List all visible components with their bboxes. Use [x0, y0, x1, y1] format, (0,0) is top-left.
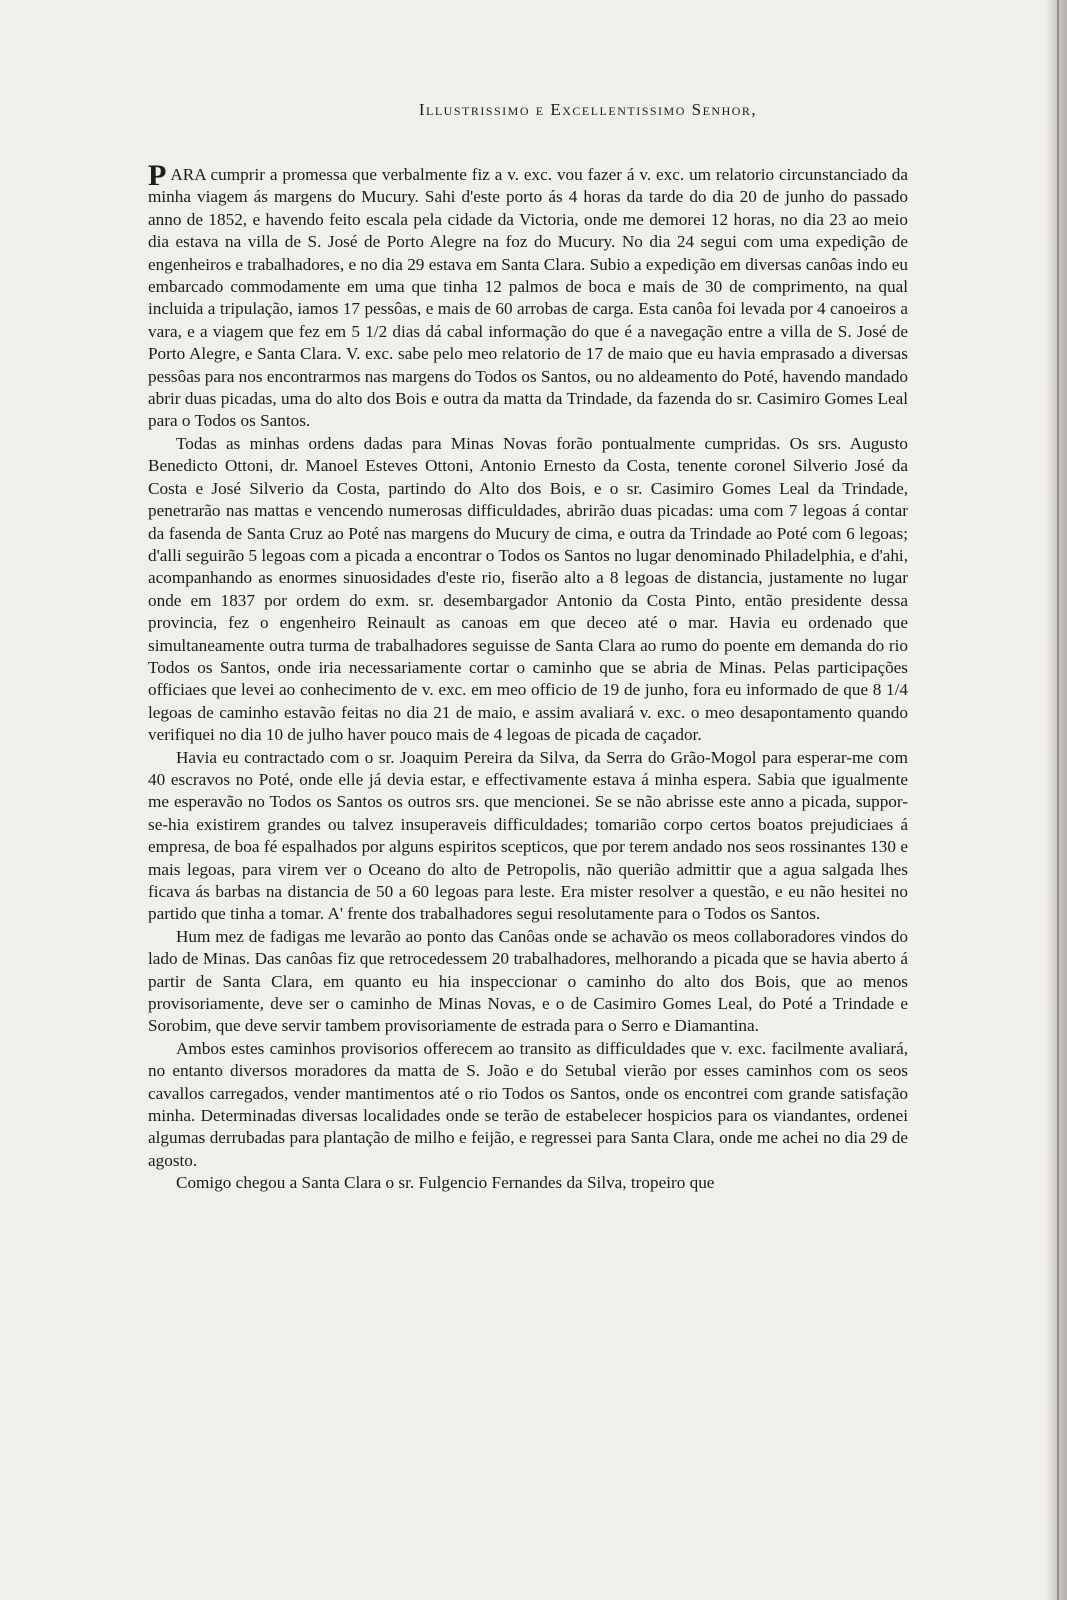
page-edge-line: [1057, 0, 1059, 1600]
drop-cap: P: [148, 159, 167, 192]
paragraph-1-text: ARA cumprir a promessa que verbalmente fiz a v. exc. vou fazer á v. exc. um relatorio circunstanciado da minha viagem ás margens do Mucury. Sahi d'este porto ás 4 horas da tarde do dia 20 de junho do passado anno de 1852, e havendo feito escala pela cidade da Victoria, onde me demorei 12 horas, no dia 23 ao meio dia estava na villa de S. José de Porto Alegre na foz do Mucury. No dia 24 segui com uma expedição de engenheiros e trabalhadores, e no dia 29 estava em Santa Clara. Subio a expedição em diversas canôas indo eu embarcado commodamente em uma que tinha 12 palmos de boca e mais de 30 de comprimento, na qual incluida a tripulação, iamos 17 pessôas, e mais de 60 arrobas de carga. Esta canôa foi levada por 4 canoeiros a vara, e a viagem que fez em 5 1/2 dias dá cabal informação do que é a navegação entre a villa de S. José de Porto Alegre, e Santa Clara. V. exc. sabe pelo meo relatorio de 17 de maio que eu havia emprasado a diversas pessôas para nos encontrarmos nas margens do Todos os Santos, ou no aldeamento do Poté, havendo mandado abrir duas picadas, uma do alto dos Bois e outra da matta da Trindade, da fazenda do sr. Casimiro Gomes Leal para o Todos os Santos.: [148, 165, 909, 431]
paragraph-5: Ambos estes caminhos provisorios offerecem ao transito as difficuldades que v. exc. facilmente avaliará, no entanto diversos moradores da matta de S. João e do Setubal vierão por esses caminhos com os seos cavallos carregados, vender mantimentos até o rio Todos os Santos, onde os encontrei com grande satisfação minha. Determinadas diversas localidades onde se terão de estabelecer hospicios para os viandantes, ordenei algumas derrubadas para plantação de milho e feijão, e regressei para Santa Clara, onde me achei no dia 29 de agosto.: [148, 1038, 908, 1170]
salutation-heading: Illustrissimo e Excellentissimo Senhor,: [418, 100, 758, 119]
page-edge-shadow: [1045, 0, 1067, 1600]
paragraph-4: Hum mez de fadigas me levarão ao ponto das Canôas onde se achavão os meos collaboradores vindos do lado de Minas. Das canôas fiz que retrocedessem 20 trabalhadores, melhorando a picada que se havia aberto á partir de Santa Clara, em quanto eu hia inspeccionar o caminho do alto dos Bois, que ao menos provisoriamente, deve ser o caminho de Minas Novas, e o de Casimiro Gomes Leal, do Poté a Trindade e Sorobim, que deve servir tambem provisoriamente de estrada para o Serro e Diamantina.: [148, 926, 908, 1036]
paragraph-2: Todas as minhas ordens dadas para Minas Novas forão pontualmente cumpridas. Os srs. Augusto Benedicto Ottoni, dr. Manoel Esteves Ottoni, Antonio Ernesto da Costa, tenente coronel Silverio José da Costa e José Silverio da Costa, partindo do Alto dos Bois, e o sr. Casimiro Gomes Leal da Trindade, penetrarão nas mattas e vencendo numerosas difficuldades, abrirão duas picadas: uma com 7 legoas á contar da fasenda de Santa Cruz ao Poté nas margens do Mucury de cima, e outra da Trindade ao Poté com 6 legoas; d'alli seguirão 5 legoas com a picada a encontrar o Todos os Santos no lugar denominado Philadelphia, e d'ahi, acompanhando as enormes sinuosidades d'este rio, fiserão alto a 8 legoas de distancia, justamente no lugar onde em 1837 por ordem do exm. sr. desembargador Antonio da Costa Pinto, então presidente dessa provincia, fez o engenheiro Reinault as canoas em que deceo até o mar. Havia eu ordenado que simultaneamente outra turma de trabalhadores seguisse de Santa Clara ao rumo do poente em demanda do rio Todos os Santos, onde iria necessariamente cortar o caminho que se abria de Minas. Pelas participações officiaes que levei ao conhecimento de v. exc. em meo officio de 19 de junho, fora eu informado de que 8 1/4 legoas de caminho estavão feitas no dia 21 de maio, e assim avaliará v. exc. o meo desapontamento quando verifiquei no dia 10 de julho haver pouco mais de 4 legoas de picada de caçador.: [148, 433, 908, 745]
paragraph-3: Havia eu contractado com o sr. Joaquim Pereira da Silva, da Serra do Grão-Mogol para esperar-me com 40 escravos no Poté, onde elle já devia estar, e effectivamente estava á minha espera. Sabia que igualmente me esperavão no Todos os Santos os outros srs. que mencionei. Se se não abrisse este anno a picada, suppor-se-hia existirem grandes ou talvez insuperaveis difficuldades; tomarião corpo certos boatos prejudiciaes á empresa, de boa fé espalhados por alguns espiritos scepticos, que por terem andado nos seos rossinantes 130 e mais legoas, para virem ver o Oceano do alto de Petropolis, não querião admittir que a agua salgada lhes ficava ás barbas na distancia de 50 a 60 legoas para leste. Era mister resolver a questão, e eu não hesitei no partido que tinha a tomar. A' frente dos trabalhadores segui resolutamente para o Todos os Santos.: [148, 747, 908, 924]
paragraph-1: [148, 159, 909, 433]
paragraph-6: Comigo chegou a Santa Clara o sr. Fulgencio Fernandes da Silva, tropeiro que: [176, 1173, 715, 1193]
letter-body: [148, 100, 908, 1195]
